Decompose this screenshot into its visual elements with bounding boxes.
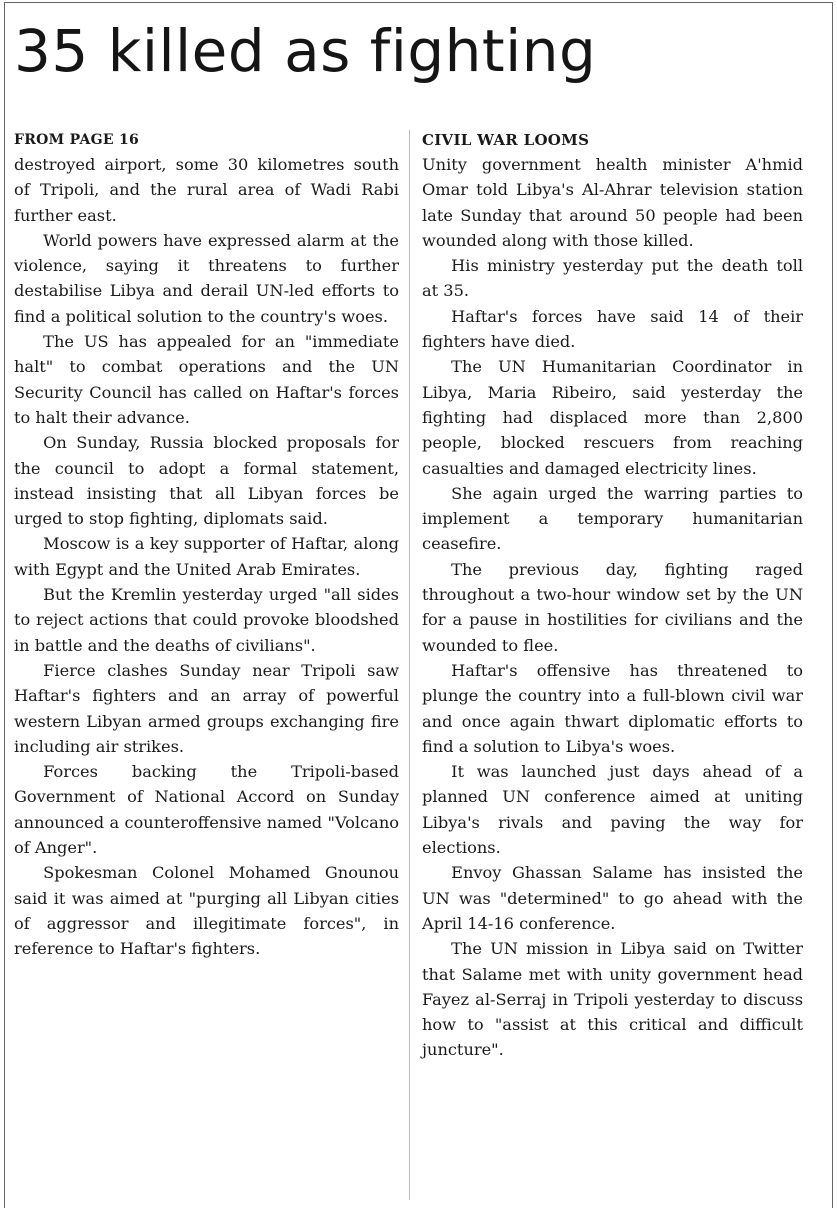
paragraph: It was launched just days ahead of a planned UN conference aimed at uniting Libya's rivals and paving the way for elections.	[422, 762, 803, 858]
paragraph: Fierce clashes Sunday near Tripoli saw Haftar's fighters and an array of powerful western Libyan armed groups exchanging fire including air strikes.	[14, 660, 399, 756]
paragraph: On Sunday, Russia blocked proposals for the council to adopt a formal statement, instead insisting that all Libyan forces be urged to stop fighting, diplomats said.	[14, 433, 399, 529]
paragraph: The UN mission in Libya said on Twitter that Salame met with unity government head Fayez al-Serraj in Tripoli yesterday to discuss how to "assist at this critical and difficult juncture".	[422, 939, 803, 1060]
headline: 35 killed as fighting	[14, 17, 597, 85]
paragraph: Unity government health minister A'hmid Omar told Libya's Al-Ahrar television station late Sunday that around 50 people had been wounded along with those killed.	[422, 155, 803, 250]
right-column	[422, 128, 803, 1063]
column-divider	[409, 130, 410, 1200]
paragraph: The UN Humanitarian Coordinator in Libya, Maria Ribeiro, said yesterday the fighting had displaced more than 2,800 people, blocked rescuers from reaching casualties and damaged electricity lines.	[422, 357, 803, 478]
paragraph: Envoy Ghassan Salame has insisted the UN was "determined" to go ahead with the April 14-16 conference.	[422, 863, 803, 933]
left-column	[14, 128, 399, 962]
paragraph: Haftar's forces have said 14 of their fighters have died.	[422, 306, 803, 352]
page-border-right	[832, 2, 833, 1208]
paragraph: His ministry yesterday put the death toll at 35.	[422, 256, 803, 301]
paragraph: Haftar's offensive has threatened to plunge the country into a full-blown civil war and once again thwart diplomatic efforts to find a solution to Libya's woes.	[422, 660, 803, 756]
jump-line: FROM PAGE 16	[14, 132, 140, 148]
paragraph: She again urged the warring parties to implement a temporary humanitarian ceasefire.	[422, 483, 803, 554]
paragraph: destroyed airport, some 30 kilometres south of Tripoli, and the rural area of Wadi Rabi further east.	[14, 155, 399, 225]
paragraph: But the Kremlin yesterday urged "all sides to reject actions that could provoke bloodshed in battle and the deaths of civilians".	[14, 585, 399, 655]
page-border-left	[4, 2, 5, 1208]
page-border-top	[4, 2, 833, 3]
paragraph: World powers have expressed alarm at the violence, saying it threatens to further destabilise Libya and derail UN-led efforts to find a political solution to the country's woes.	[14, 230, 399, 326]
paragraph: Spokesman Colonel Mohamed Gnounou said it was aimed at "purging all Libyan cities of aggressor and illegitimate forces", in reference to Haftar's fighters.	[14, 863, 399, 959]
subhead: CIVIL WAR LOOMS	[422, 131, 590, 149]
paragraph: The US has appealed for an "immediate halt" to combat operations and the UN Security Council has called on Haftar's forces to halt their advance.	[14, 332, 399, 427]
paragraph: Moscow is a key supporter of Haftar, along with Egypt and the United Arab Emirates.	[14, 534, 399, 579]
paragraph: Forces backing the Tripoli-based Government of National Accord on Sunday announced a counteroffensive named "Volcano of Anger".	[14, 762, 399, 858]
paragraph: The previous day, fighting raged throughout a two-hour window set by the UN for a pause in hostilities for civilians and the wounded to flee.	[422, 559, 803, 655]
